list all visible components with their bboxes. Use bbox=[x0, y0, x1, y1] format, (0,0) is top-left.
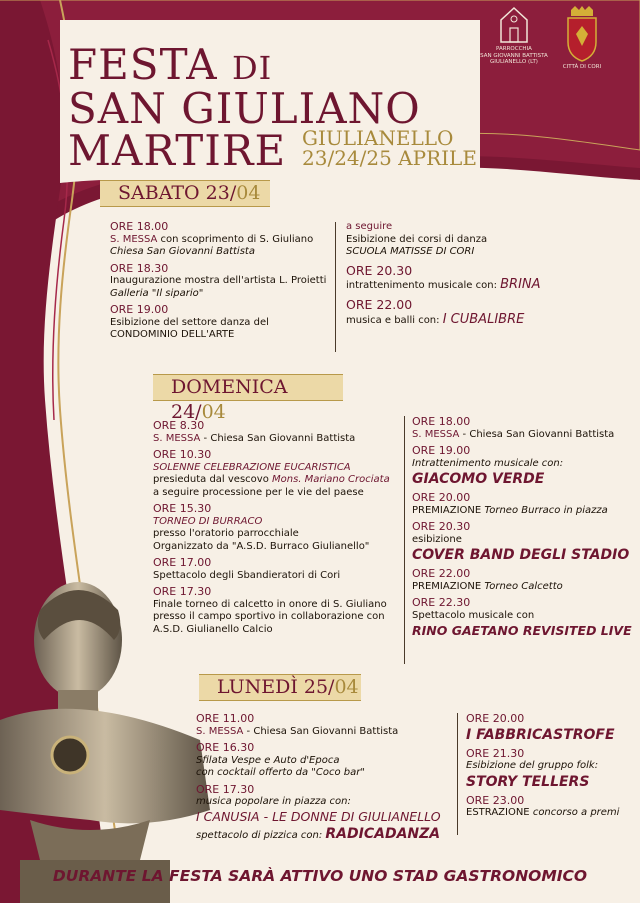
title-line-3: MARTIRE bbox=[68, 126, 287, 175]
event-desc: con scoprimento di S. Giuliano bbox=[157, 233, 314, 245]
event-desc: Spettacolo degli Sbandieratori di Cori bbox=[153, 569, 341, 581]
event-performer: STORY TELLERS bbox=[466, 773, 590, 790]
event-desc: Esibizione dei corsi di danza bbox=[346, 233, 488, 245]
parish-line-1: PARROCCHIA bbox=[496, 46, 532, 53]
event-desc: spettacolo di pizzica con: bbox=[196, 829, 326, 841]
event-desc: Esibizione del gruppo folk: bbox=[466, 760, 599, 771]
event-time: ORE 19.00 bbox=[412, 444, 471, 457]
event-time: ORE 20.30 bbox=[412, 520, 471, 533]
church-icon bbox=[497, 6, 531, 44]
event-performer: RADICADANZA bbox=[325, 825, 441, 842]
event-performer: RINO GAETANO REVISITED LIVE bbox=[412, 623, 632, 638]
event-performer: GIACOMO VERDE bbox=[412, 471, 545, 487]
event-location: Chiesa San Giovanni Battista bbox=[110, 246, 255, 257]
event-location: - Chiesa San Giovanni Battista bbox=[200, 432, 356, 444]
event-title: S. MESSA bbox=[110, 233, 158, 245]
event-desc: Galleria bbox=[110, 287, 152, 299]
event-desc: Spettacolo musicale con bbox=[412, 609, 535, 621]
day-month: 04 bbox=[236, 182, 261, 204]
event-desc: presso il campo sportivo in collaborazione con bbox=[153, 611, 385, 622]
event-performer: COVER BAND DEGLI STADIO bbox=[412, 547, 630, 563]
event-location: - Chiesa San Giovanni Battista bbox=[459, 428, 615, 440]
event-desc: con cocktail offerto da "Coco bar" bbox=[196, 767, 365, 778]
event-desc: presso l'oratorio parrocchiale bbox=[153, 528, 299, 539]
event-performer: I FABBRICASTROFE bbox=[466, 726, 615, 743]
event-desc: intrattenimento musicale con: bbox=[346, 280, 501, 291]
event-title: TORNEO DI BURRACO bbox=[153, 515, 263, 527]
event-desc: esibizione bbox=[412, 533, 462, 545]
day-banner-domenica bbox=[153, 374, 343, 423]
event-desc: Finale torneo di calcetto in onore di S. Giuliano bbox=[153, 598, 387, 610]
event-time: ORE 20.00 bbox=[466, 712, 525, 725]
event-title: S. MESSA bbox=[153, 432, 201, 444]
event-time: ORE 20.30 bbox=[346, 262, 413, 278]
event-time: ORE 11.00 bbox=[196, 712, 255, 725]
sabato-right-column bbox=[346, 221, 616, 328]
event-performer: I CUBALIBRE bbox=[442, 311, 525, 327]
day-banner-sabato bbox=[100, 180, 270, 207]
event-title: S. MESSA bbox=[196, 725, 244, 737]
day-month: 04 bbox=[201, 401, 226, 423]
event-time: ORE 20.00 bbox=[412, 491, 471, 504]
event-time: a seguire bbox=[346, 221, 393, 232]
event-location: - Chiesa San Giovanni Battista bbox=[243, 725, 399, 737]
city-logo bbox=[554, 6, 610, 71]
event-desc: Inaugurazione mostra dell'artista L. Proietti bbox=[110, 275, 327, 286]
place-name: GIULIANELLO bbox=[302, 126, 454, 150]
title-di: DI bbox=[231, 49, 273, 87]
event-desc: a seguire processione per le vie del paese bbox=[153, 486, 364, 498]
event-title: ESTRAZIONE bbox=[466, 807, 530, 818]
city-label: CITTÀ DI CORI bbox=[562, 64, 602, 71]
footer-notice: DURANTE LA FESTA SARÀ ATTIVO UNO STAD GASTRONOMICO bbox=[52, 867, 588, 885]
title-festa: FESTA bbox=[68, 40, 218, 89]
event-time: ORE 17.30 bbox=[153, 585, 212, 598]
event-performer: BRINA bbox=[500, 277, 541, 292]
event-time: ORE 18.00 bbox=[412, 415, 471, 428]
event-time: ORE 17.00 bbox=[153, 556, 212, 569]
domenica-right-column bbox=[412, 416, 634, 640]
event-time: ORE 17.30 bbox=[196, 782, 255, 796]
event-time: ORE 22.00 bbox=[412, 567, 471, 580]
sabato-left-column bbox=[110, 221, 330, 342]
event-title: PREMIAZIONE bbox=[412, 504, 482, 516]
event-time: ORE 23.00 bbox=[466, 793, 525, 807]
domenica-left-column bbox=[153, 420, 405, 636]
day-banner-lunedi bbox=[199, 674, 361, 701]
event-desc: concorso a premi bbox=[529, 807, 620, 818]
event-person: Mons. Mariano Crociata bbox=[272, 474, 390, 485]
event-title: SOLENNE CELEBRAZIONE EUCARISTICA bbox=[153, 461, 351, 473]
event-time: ORE 19.00 bbox=[110, 303, 169, 316]
event-time: ORE 18.00 bbox=[110, 220, 169, 233]
event-desc: musica e balli con: bbox=[346, 314, 443, 326]
event-desc: Sfilata Vespe e Auto d'Epoca bbox=[196, 754, 340, 766]
event-time: ORE 22.00 bbox=[346, 297, 413, 312]
title-line-2: SAN GIULIANO bbox=[68, 84, 421, 133]
event-desc: A.S.D. Giulianello Calcio bbox=[153, 623, 273, 635]
event-time: ORE 8.30 bbox=[153, 419, 205, 432]
parish-line-2: SAN GIOVANNI BATTISTA bbox=[480, 52, 548, 59]
event-desc: Intrattenimento musicale con: bbox=[412, 457, 564, 469]
column-separator bbox=[335, 222, 336, 352]
event-desc: Torneo Burraco in piazza bbox=[481, 504, 608, 516]
column-separator bbox=[404, 416, 405, 664]
lunedi-right-column bbox=[466, 713, 634, 820]
crest-icon bbox=[565, 6, 599, 62]
event-time: ORE 22.30 bbox=[412, 596, 471, 609]
event-time: ORE 21.30 bbox=[466, 746, 525, 760]
day-label: SABATO 23/ bbox=[118, 182, 237, 204]
parish-logo bbox=[478, 6, 550, 65]
parish-line-3: GIULIANELLO (LT) bbox=[490, 58, 538, 65]
event-time: ORE 16.30 bbox=[196, 741, 255, 754]
event-performer: I CANUSIA - LE DONNE DI GIULIANELLO bbox=[196, 808, 441, 824]
event-performer: SCUOLA MATISSE DI CORI bbox=[346, 246, 475, 257]
day-label: DOMENICA 24/ bbox=[171, 376, 288, 423]
event-desc: musica popolare in piazza con: bbox=[196, 796, 351, 807]
event-time: ORE 18.30 bbox=[110, 261, 169, 275]
event-performer: CONDOMINIO DELL'ARTE bbox=[110, 329, 235, 340]
festival-dates: 23/24/25 APRILE bbox=[302, 146, 477, 170]
event-desc: presieduta dal vescovo bbox=[153, 474, 272, 485]
day-month: 04 bbox=[334, 676, 359, 698]
column-separator bbox=[457, 713, 458, 835]
event-desc: Torneo Calcetto bbox=[481, 580, 563, 592]
title-line-1 bbox=[68, 40, 273, 89]
event-time: ORE 15.30 bbox=[153, 502, 212, 515]
event-desc: Esibizione del settore danza del bbox=[110, 316, 269, 328]
event-time: ORE 10.30 bbox=[153, 448, 212, 461]
event-desc: Organizzato da "A.S.D. Burraco Giulianello" bbox=[153, 540, 370, 552]
event-title: S. MESSA bbox=[412, 428, 460, 440]
day-label: LUNEDÌ 25/ bbox=[217, 676, 335, 698]
event-location: "Il sipario" bbox=[151, 287, 204, 299]
lunedi-left-column bbox=[196, 713, 454, 843]
event-title: PREMIAZIONE bbox=[412, 580, 482, 592]
